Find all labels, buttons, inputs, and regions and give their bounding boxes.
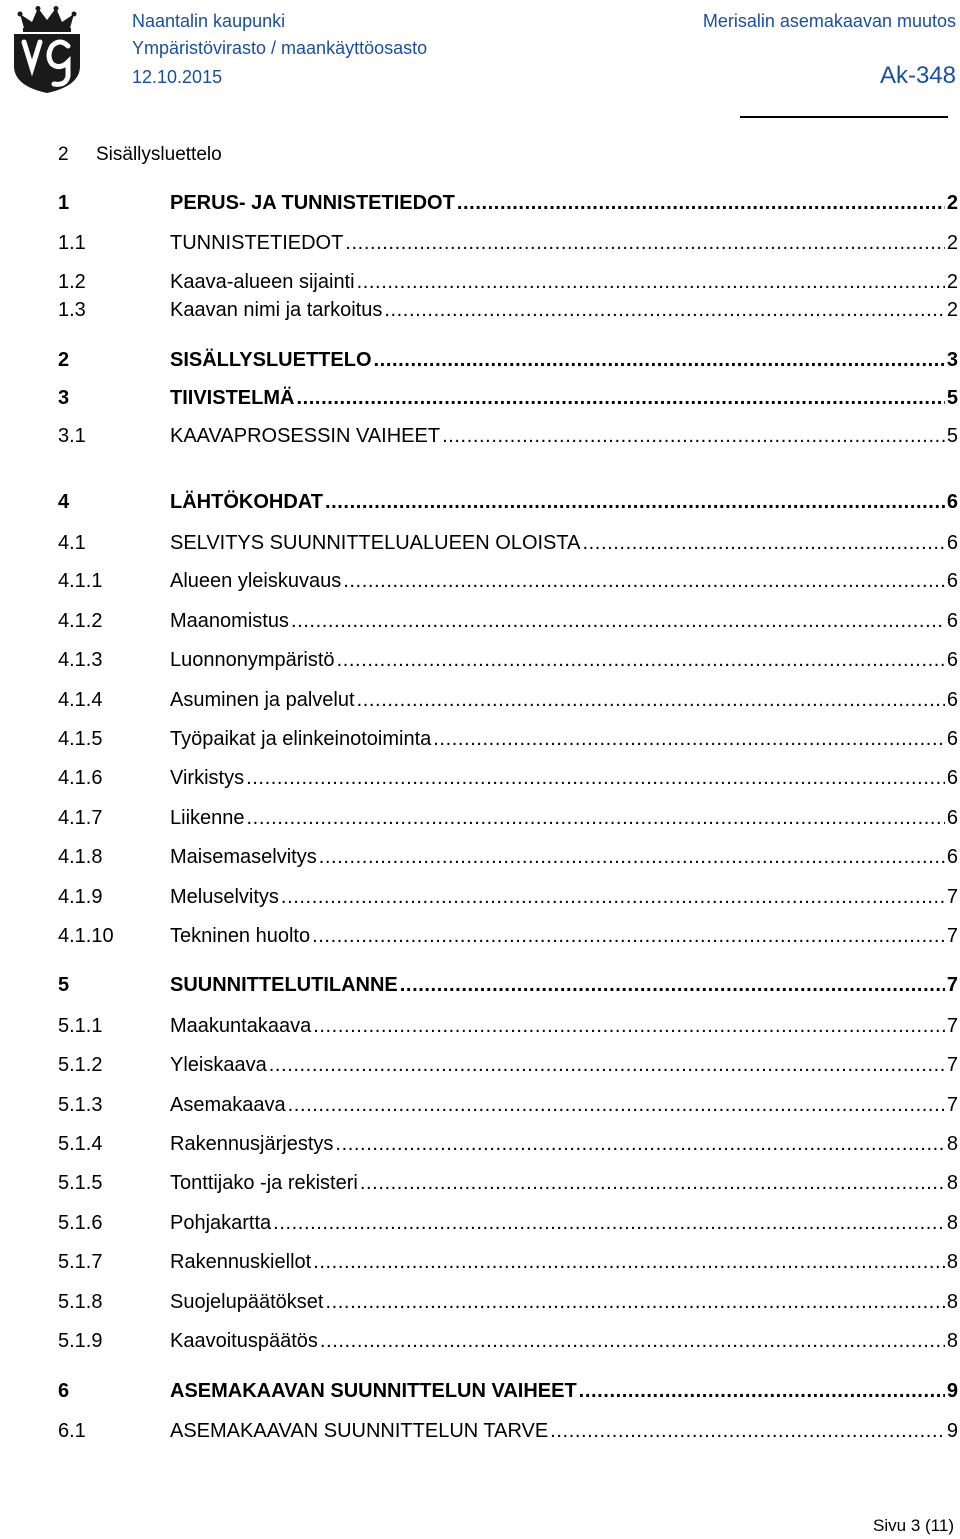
- city-crest-icon: [10, 6, 84, 94]
- toc-entry[interactable]: [58, 1170, 958, 1196]
- toc-dot-leader: [550, 1418, 945, 1444]
- toc-entry-page: 8: [946, 1133, 958, 1155]
- header-date: 12.10.2015: [132, 67, 223, 87]
- toc-entry-number: 5.1.5: [58, 1172, 103, 1194]
- toc-entry-page: 6: [946, 491, 958, 513]
- toc-entry-number: 5.1.9: [58, 1330, 103, 1352]
- toc-entry-title: SISÄLLYSLUETTELO: [170, 349, 372, 371]
- toc-dot-leader: [296, 385, 944, 411]
- toc-dot-leader: [579, 1378, 945, 1404]
- toc-heading-text: Sisällysluettelo: [96, 144, 222, 165]
- toc-entry-title: Asemakaava: [170, 1094, 286, 1116]
- toc-dot-leader: [345, 230, 945, 256]
- toc-entry-page: 6: [946, 649, 958, 671]
- toc-entry[interactable]: [58, 1378, 958, 1404]
- toc-dot-leader: [357, 687, 945, 713]
- toc-entry-number: 6: [58, 1380, 70, 1402]
- toc-entry-page: 7: [946, 1054, 958, 1076]
- page-number: Sivu 3 (11): [873, 1516, 954, 1535]
- toc-entry-title: Liikenne: [170, 807, 245, 829]
- toc-dot-leader: [313, 1013, 945, 1039]
- toc-entry-title: ASEMAKAAVAN SUUNNITTELUN TARVE: [170, 1420, 549, 1442]
- toc-entry-page: 7: [946, 886, 958, 908]
- toc-dot-leader: [360, 1170, 945, 1196]
- toc-entry-page: 7: [946, 1094, 958, 1116]
- toc-entry[interactable]: [58, 269, 958, 295]
- toc-dot-leader: [442, 423, 945, 449]
- toc-dot-leader: [343, 568, 945, 594]
- toc-entry[interactable]: [58, 297, 958, 323]
- toc-dot-leader: [313, 1249, 945, 1275]
- toc-entry[interactable]: [58, 844, 958, 870]
- toc-entry[interactable]: [58, 726, 958, 752]
- toc-dot-leader: [582, 530, 944, 556]
- toc-entry-title: Maisemaselvitys: [170, 846, 317, 868]
- document-header: [0, 0, 960, 118]
- toc-entry-page: 2: [946, 192, 958, 214]
- toc-dot-leader: [246, 765, 945, 791]
- toc-dot-leader: [325, 1289, 944, 1315]
- toc-entry-number: 4.1.5: [58, 728, 103, 750]
- toc-entry-title: Maakuntakaava: [170, 1015, 312, 1037]
- toc-entry-page: 7: [946, 925, 958, 947]
- toc-dot-leader: [384, 297, 945, 323]
- toc-entry-title: Kaava-alueen sijainti: [170, 271, 355, 293]
- toc-entry-number: 2: [58, 349, 70, 371]
- toc-entry[interactable]: [58, 489, 958, 515]
- toc-entry-number: 4.1: [58, 532, 86, 554]
- toc-entry[interactable]: [58, 972, 958, 998]
- toc-entry-title: TUNNISTETIEDOT: [170, 232, 344, 254]
- toc-entry-number: 4.1.8: [58, 846, 103, 868]
- toc-entry[interactable]: [58, 347, 958, 373]
- toc-entry-number: 1.1: [58, 232, 86, 254]
- toc-entry-number: 1.2: [58, 271, 86, 293]
- toc-entry-page: 9: [946, 1420, 958, 1442]
- toc-dot-leader: [357, 269, 945, 295]
- toc-entry-number: 5.1.1: [58, 1015, 103, 1037]
- toc-entry-page: 5: [946, 425, 958, 447]
- toc-entry-page: 2: [946, 271, 958, 293]
- toc-entry-title: Rakennusjärjestys: [170, 1133, 334, 1155]
- toc-entry-page: 6: [946, 807, 958, 829]
- toc-entry-number: 5.1.3: [58, 1094, 103, 1116]
- toc-dot-leader: [337, 647, 945, 673]
- toc-entry[interactable]: [58, 230, 958, 256]
- toc-entry-number: 4.1.6: [58, 767, 103, 789]
- toc-entry-number: 4.1.10: [58, 925, 114, 947]
- toc-entry-number: 4.1.9: [58, 886, 103, 908]
- toc-entry-number: 1.3: [58, 299, 86, 321]
- toc-entry-title: LÄHTÖKOHDAT: [170, 491, 323, 513]
- toc-dot-leader: [288, 1092, 945, 1118]
- toc-dot-leader: [374, 347, 945, 373]
- toc-entry-title: Työpaikat ja elinkeinotoiminta: [170, 728, 432, 750]
- toc-entry-page: 6: [946, 610, 958, 632]
- toc-entry-number: 4.1.1: [58, 570, 103, 592]
- toc-entry-title: SUUNNITTELUTILANNE: [170, 974, 398, 996]
- toc-entry[interactable]: [58, 765, 958, 791]
- header-organization: Naantalin kaupunki: [132, 11, 286, 31]
- toc-entry-number: 6.1: [58, 1420, 86, 1442]
- toc-entry-title: Virkistys: [170, 767, 245, 789]
- toc-entry-page: 8: [946, 1330, 958, 1352]
- toc-dot-leader: [320, 1328, 945, 1354]
- toc-heading-number: 2: [58, 144, 69, 165]
- header-project-title: Merisalin asemakaavan muutos: [702, 11, 956, 31]
- toc-entry-number: 1: [58, 192, 70, 214]
- toc-entry-page: 6: [946, 689, 958, 711]
- toc-entry-page: 6: [946, 767, 958, 789]
- toc-dot-leader: [269, 1052, 945, 1078]
- toc-entry[interactable]: [58, 1289, 958, 1315]
- toc-entry[interactable]: [58, 1249, 958, 1275]
- toc-entry-page: 8: [946, 1251, 958, 1273]
- toc-entry-page: 2: [946, 232, 958, 254]
- toc-entry-number: 5.1.8: [58, 1291, 103, 1313]
- toc-entry-number: 4.1.4: [58, 689, 103, 711]
- toc-dot-leader: [325, 489, 945, 515]
- toc-entry-title: Asuminen ja palvelut: [170, 689, 355, 711]
- toc-entry-title: Pohjakartta: [170, 1212, 272, 1234]
- toc-entry[interactable]: [58, 423, 958, 449]
- toc-entry-number: 5.1.4: [58, 1133, 103, 1155]
- toc-entry[interactable]: [58, 1210, 958, 1236]
- toc-entry-page: 9: [946, 1380, 958, 1402]
- toc-dot-leader: [433, 726, 945, 752]
- toc-entry[interactable]: [58, 1052, 958, 1078]
- toc-entry-number: 4.1.2: [58, 610, 103, 632]
- toc-entry[interactable]: [58, 1092, 958, 1118]
- toc-entry-title: Tekninen huolto: [170, 925, 311, 947]
- toc-entry-number: 5.1.2: [58, 1054, 103, 1076]
- toc-entry-number: 3.1: [58, 425, 86, 447]
- toc-entry-page: 8: [946, 1212, 958, 1234]
- toc-entry[interactable]: [58, 805, 958, 831]
- toc-entry[interactable]: [58, 1328, 958, 1354]
- header-plan-code: Ak-348: [879, 62, 956, 89]
- toc-entry-page: 6: [946, 728, 958, 750]
- toc-entry-number: 5: [58, 974, 70, 996]
- toc-entry-number: 3: [58, 387, 70, 409]
- toc-entry-page: 7: [946, 974, 958, 996]
- toc-entry[interactable]: [58, 884, 958, 910]
- toc-entry-title: Kaavoituspäätös: [170, 1330, 318, 1352]
- toc-entry[interactable]: [58, 190, 958, 216]
- toc-entry-number: 4.1.3: [58, 649, 103, 671]
- toc-entry-page: 8: [946, 1172, 958, 1194]
- toc-dot-leader: [247, 805, 945, 831]
- toc-heading: [58, 144, 222, 166]
- toc-entry-title: Alueen yleiskuvaus: [170, 570, 342, 592]
- toc-entry-page: 6: [946, 532, 958, 554]
- toc-entry-page: 8: [946, 1291, 958, 1313]
- toc-entry-number: 4.1.7: [58, 807, 103, 829]
- toc-dot-leader: [312, 923, 945, 949]
- toc-entry-title: SELVITYS SUUNNITTELUALUEEN OLOISTA: [170, 532, 581, 554]
- toc-entry-title: ASEMAKAAVAN SUUNNITTELUN VAIHEET: [170, 1380, 577, 1402]
- toc-dot-leader: [291, 608, 945, 634]
- toc-dot-leader: [400, 972, 945, 998]
- toc-entry-title: KAAVAPROSESSIN VAIHEET: [170, 425, 441, 447]
- toc-entry-page: 7: [946, 1015, 958, 1037]
- toc-entry-title: Rakennuskiellot: [170, 1251, 312, 1273]
- toc-entry-title: Kaavan nimi ja tarkoitus: [170, 299, 383, 321]
- toc-entry-title: Tonttijako -ja rekisteri: [170, 1172, 358, 1194]
- toc-entry-title: Meluselvitys: [170, 886, 279, 908]
- toc-entry[interactable]: [58, 608, 958, 634]
- toc-entry-title: Luonnonympäristö: [170, 649, 335, 671]
- toc-entry-page: 2: [946, 299, 958, 321]
- toc-entry[interactable]: [58, 923, 958, 949]
- toc-entry[interactable]: [58, 647, 958, 673]
- toc-entry-title: Suojelupäätökset: [170, 1291, 324, 1313]
- toc-entry-page: 6: [946, 570, 958, 592]
- toc-entry-page: 5: [946, 387, 958, 409]
- toc-entry-page: 6: [946, 846, 958, 868]
- toc-dot-leader: [335, 1131, 944, 1157]
- toc-entry-title: TIIVISTELMÄ: [170, 387, 295, 409]
- header-department: Ympäristövirasto / maankäyttöosasto: [132, 38, 428, 58]
- toc-entry[interactable]: [58, 568, 958, 594]
- toc-entry-title: Yleiskaava: [170, 1054, 267, 1076]
- toc-dot-leader: [273, 1210, 945, 1236]
- toc-entry[interactable]: [58, 1131, 958, 1157]
- header-rule: [740, 116, 948, 118]
- toc-entry[interactable]: [58, 530, 958, 556]
- toc-entry[interactable]: [58, 1013, 958, 1039]
- toc-dot-leader: [457, 190, 945, 216]
- toc-entry-number: 5.1.6: [58, 1212, 103, 1234]
- toc-entry-number: 4: [58, 491, 70, 513]
- toc-entry-page: 3: [946, 349, 958, 371]
- toc-dot-leader: [319, 844, 945, 870]
- toc-entry[interactable]: [58, 687, 958, 713]
- toc-dot-leader: [281, 884, 945, 910]
- toc-entry-title: Maanomistus: [170, 610, 289, 632]
- toc-entry-title: PERUS- JA TUNNISTETIEDOT: [170, 192, 455, 214]
- toc-entry-number: 5.1.7: [58, 1251, 103, 1273]
- toc-entry[interactable]: [58, 385, 958, 411]
- toc-entry[interactable]: [58, 1418, 958, 1444]
